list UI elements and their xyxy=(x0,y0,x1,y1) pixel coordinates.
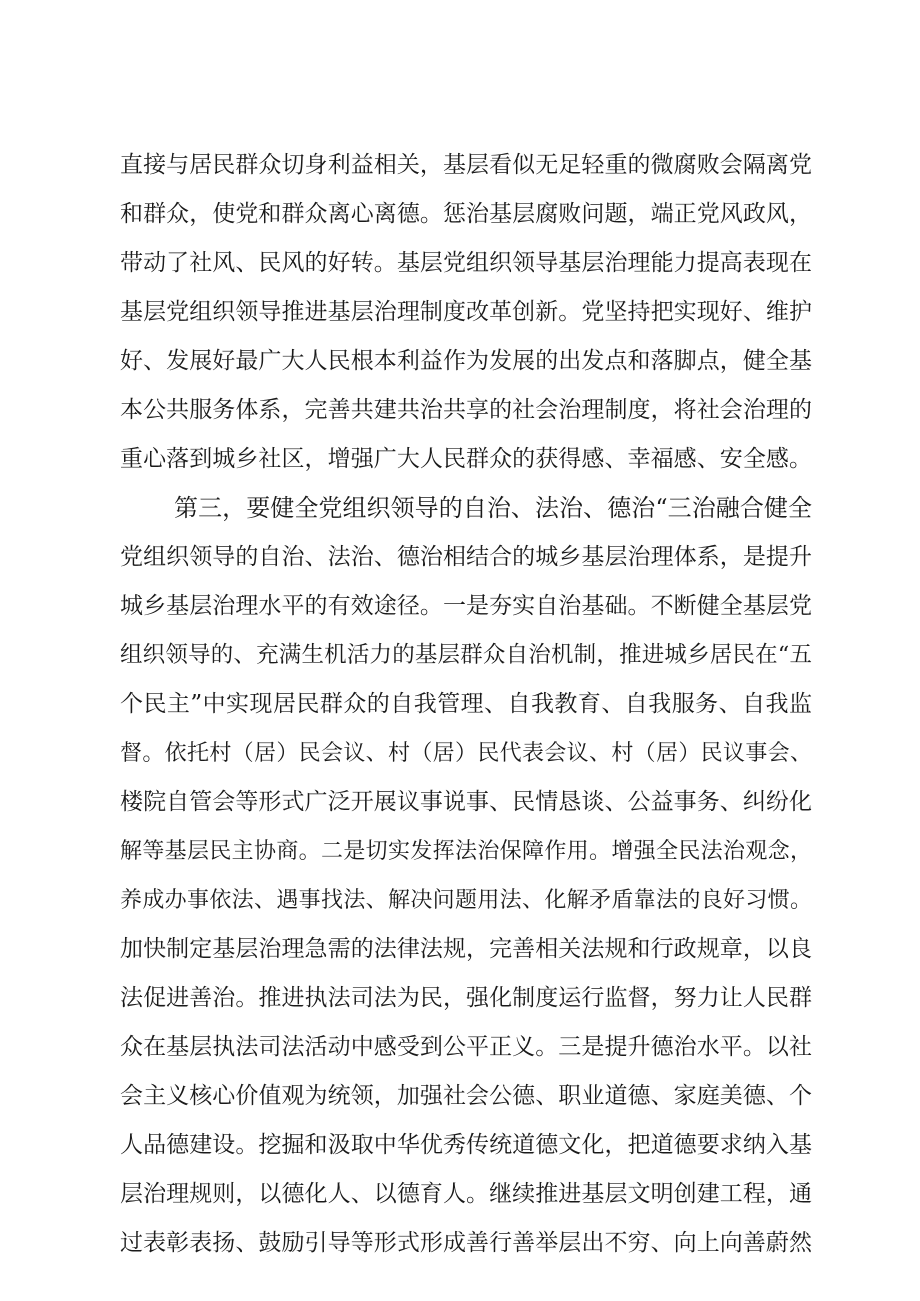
text-line: 组织领导的、充满生机活力的基层群众自治机制，推进城乡居民在“五 xyxy=(120,642,812,668)
text-line: 层治理规则，以德化人、以德育人。继续推进基层文明创建工程，通 xyxy=(120,1181,812,1207)
text-line: 城乡基层治理水平的有效途径。一是夯实自治基础。不断健全基层党 xyxy=(120,593,812,619)
text-line: 过表彰表扬、鼓励引导等形式形成善行善举层出不穷、向上向善蔚然 xyxy=(120,1230,812,1256)
text-line: 带动了社风、民风的好转。基层党组织领导基层治理能力提高表现在 xyxy=(120,250,812,276)
text-line: 好、发展好最广大人民根本利益作为发展的出发点和落脚点，健全基 xyxy=(120,348,812,374)
text-line: 养成办事依法、遇事找法、解决问题用法、化解矛盾靠法的良好习惯。 xyxy=(120,888,812,913)
text-line: 众在基层执法司法活动中感受到公平正义。三是提升德治水平。以社 xyxy=(120,1034,812,1060)
text-line: 党组织领导的自治、法治、德治相结合的城乡基层治理体系，是提升 xyxy=(120,544,812,570)
text-line: 直接与居民群众切身利益相关，基层看似无足轻重的微腐败会隔离党 xyxy=(120,152,812,178)
text-line: 法促进善治。推进执法司法为民，强化制度运行监督，努力让人民群 xyxy=(120,985,812,1011)
text-line: 本公共服务体系，完善共建共治共享的社会治理制度，将社会治理的 xyxy=(120,397,812,423)
text-line: 和群众，使党和群众离心离德。惩治基层腐败问题，端正党风政风， xyxy=(120,201,812,227)
text-line: 基层党组织领导推进基层治理制度改革创新。党坚持把实现好、维护 xyxy=(120,299,812,325)
text-line: 会主义核心价值观为统领，加强社会公德、职业道德、家庭美德、个 xyxy=(120,1083,812,1109)
body-text xyxy=(120,141,812,1268)
text-line: 重心落到城乡社区，增强广大人民群众的获得感、幸福感、安全感。 xyxy=(120,446,812,472)
text-line: 加快制定基层治理急需的法律法规，完善相关法规和行政规章，以良 xyxy=(120,936,812,962)
text-line: 个民主”中实现居民群众的自我管理、自我教育、自我服务、自我监 xyxy=(120,691,812,717)
text-line: 人品德建设。挖掘和汲取中华优秀传统道德文化，把道德要求纳入基 xyxy=(120,1132,812,1158)
paragraph-start-line: 第三，要健全党组织领导的自治、法治、德治“三治融合健全 xyxy=(174,494,812,522)
text-line: 督。依托村（居）民会议、村（居）民代表会议、村（居）民议事会、 xyxy=(120,741,812,766)
text-line: 解等基层民主协商。二是切实发挥法治保障作用。增强全民法治观念， xyxy=(120,839,812,864)
text-line: 楼院自管会等形式广泛开展议事说事、民情恳谈、公益事务、纠纷化 xyxy=(120,789,812,815)
